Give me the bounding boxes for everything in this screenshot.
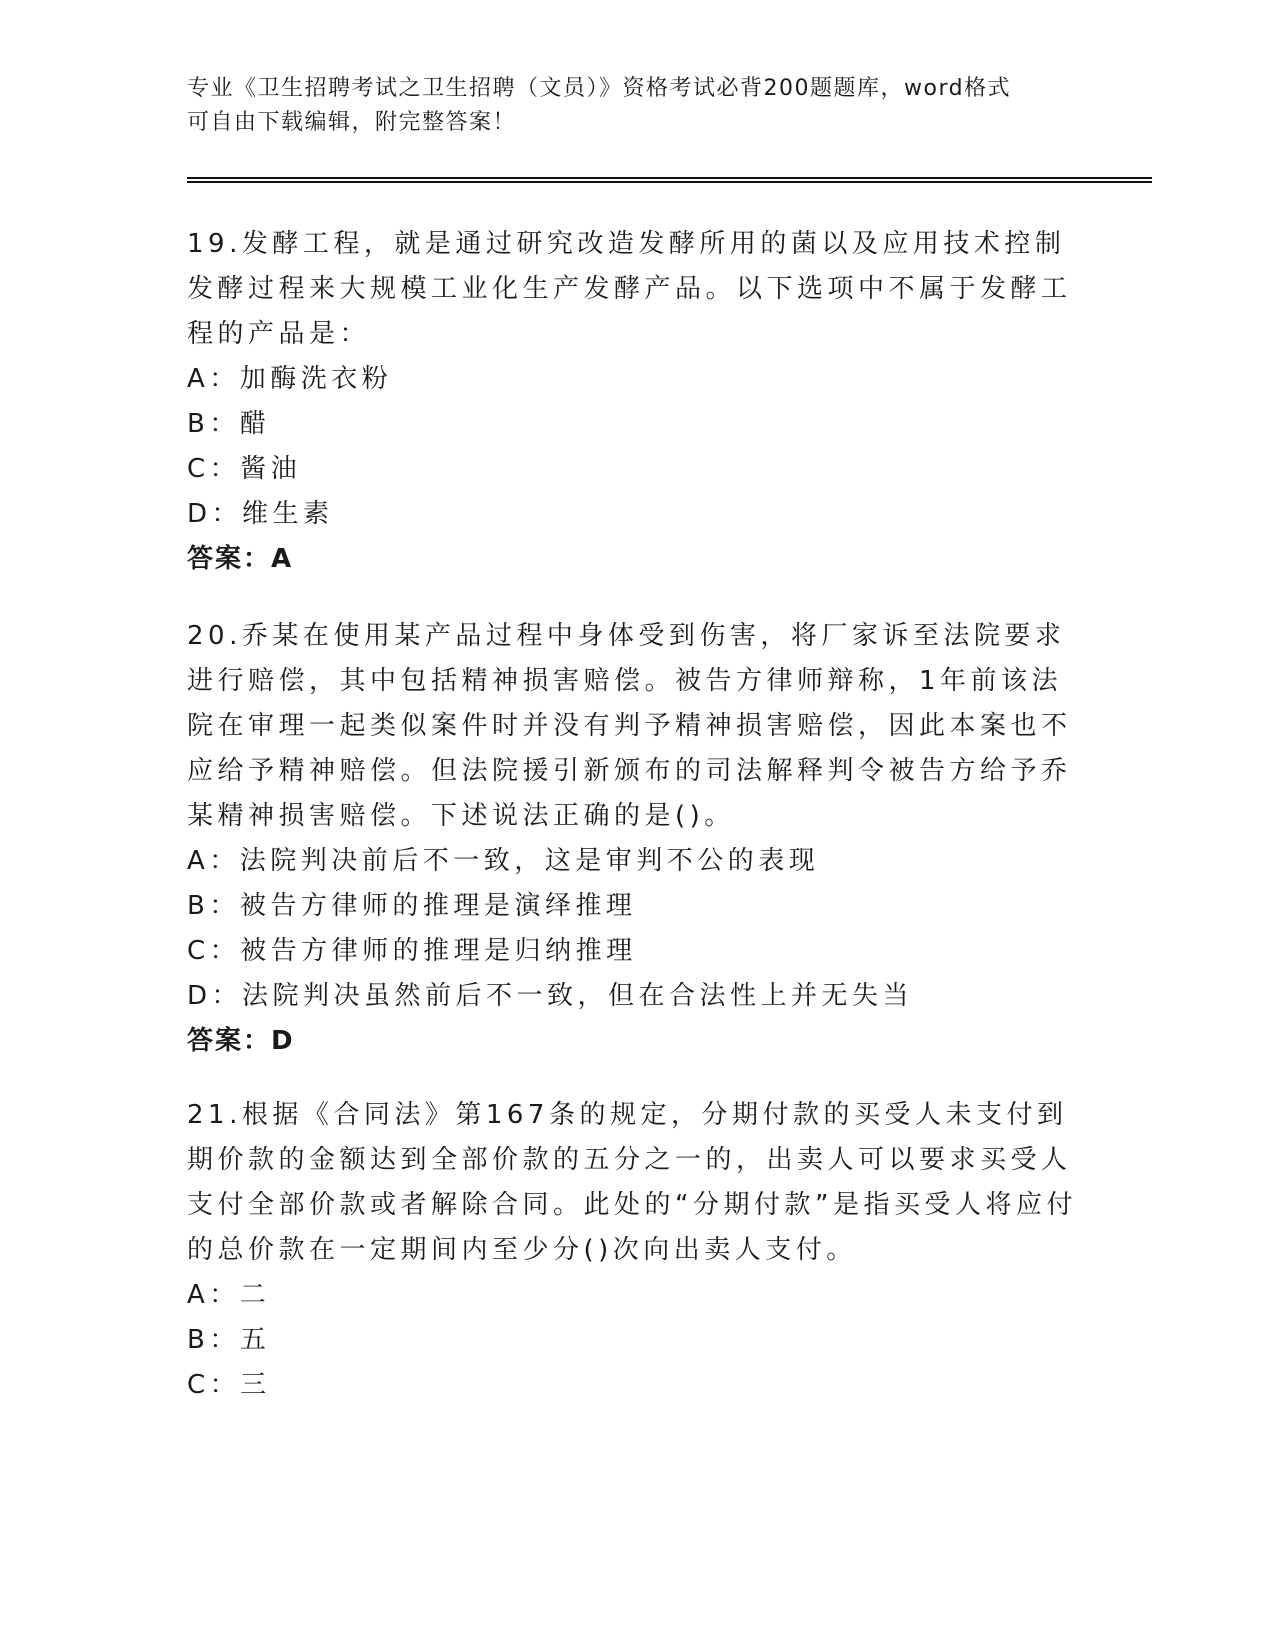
option-b: B：被告方律师的推理是演绎推理 (187, 891, 637, 921)
option-a: A：加酶洗衣粉 (187, 364, 393, 394)
option-c: C：三 (187, 1370, 271, 1400)
option-c: C：被告方律师的推理是归纳推理 (187, 936, 637, 966)
document-header (187, 72, 1067, 140)
question-20 (187, 614, 1092, 1064)
question-stem: 21.根据《合同法》第167条的规定，分期付款的买受人未支付到期价款的金额达到全部价款的五分之一的，出卖人可以要求买受人支付全部价款或者解除合同。此处的“分期付款”是指买受人将应付的总价款在一定期间内至少分()次向出卖人支付。 (187, 1100, 1077, 1265)
option-b: B：醋 (187, 409, 271, 439)
header-line-2: 可自由下载编辑，附完整答案！ (187, 110, 517, 135)
option-list (187, 357, 1092, 537)
answer: 答案：A (187, 544, 294, 574)
header-divider (187, 177, 1152, 183)
header-line-1: 专业《卫生招聘考试之卫生招聘（文员）》资格考试必背200题题库，word格式 (187, 76, 1012, 101)
option-b: B：五 (187, 1325, 271, 1355)
question-stem: 19.发酵工程，就是通过研究改造发酵所用的菌以及应用技术控制发酵过程来大规模工业化生产发酵产品。以下选项中不属于发酵工程的产品是： (187, 229, 1072, 349)
question-stem: 20.乔某在使用某产品过程中身体受到伤害，将厂家诉至法院要求进行赔偿，其中包括精神损害赔偿。被告方律师辩称，1年前该法院在审理一起类似案件时并没有判予精神损害赔偿，因此本案也不应给予精神赔偿。但法院援引新颁布的司法解释判令被告方给予乔某精神损害赔偿。下述说法正确的是()。 (187, 621, 1072, 831)
option-d: D：维生素 (187, 499, 334, 529)
option-d: D：法院判决虽然前后不一致，但在合法性上并无失当 (187, 981, 914, 1011)
option-a: A：二 (187, 1280, 271, 1310)
option-list (187, 839, 1092, 1019)
option-a: A：法院判决前后不一致，这是审判不公的表现 (187, 846, 820, 876)
answer: 答案：D (187, 1026, 295, 1056)
option-list (187, 1273, 1092, 1408)
question-19 (187, 222, 1092, 582)
option-c: C：酱油 (187, 454, 302, 484)
question-21 (187, 1093, 1092, 1408)
